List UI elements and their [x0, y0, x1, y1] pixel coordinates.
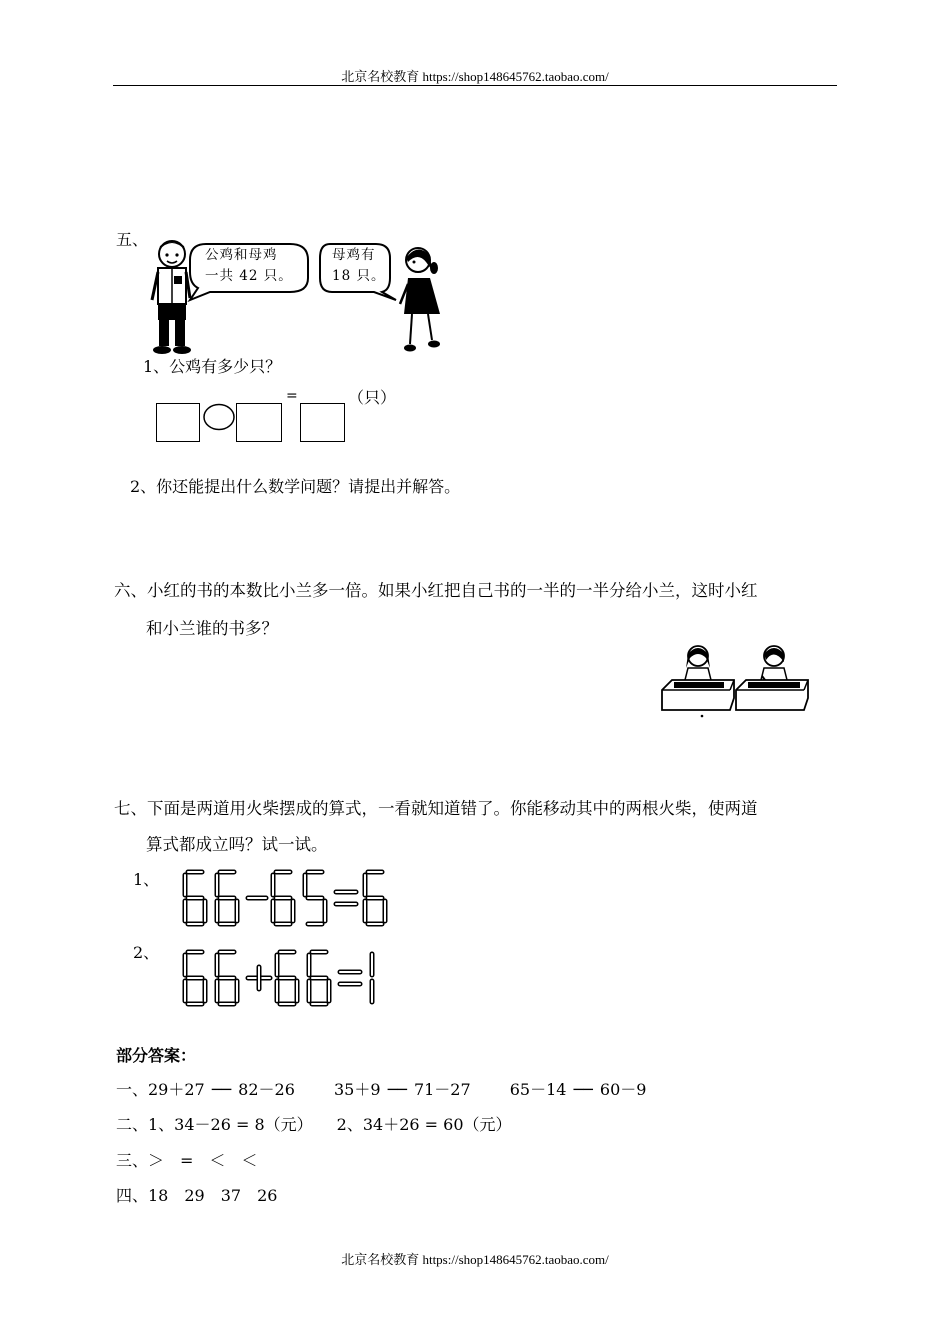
girl-bubble-text: [332, 245, 385, 287]
matchstick-item-2-label: 2、: [133, 943, 160, 962]
question-5-1: 1、公鸡有多少只？: [143, 357, 282, 376]
equals-sign: =: [286, 388, 298, 404]
girl-illustration: [398, 244, 446, 356]
matchstick-equation-2: [180, 948, 410, 1018]
matchstick-item-1-label: 1、: [133, 870, 160, 889]
answers-row-4: 四、18 29 37 26: [116, 1186, 278, 1205]
section-7-line-2: 算式都成立吗？试一试。: [146, 835, 328, 854]
section-5-label: 五、: [116, 230, 149, 249]
answers-row-1: 一、29＋27 ── 82－26 35＋9 ── 71－27 65－14 ── 60－9: [116, 1080, 647, 1099]
boy-bubble-text: [205, 245, 293, 287]
page-footer: 北京名校教育 https://shop148645762.taobao.com/: [341, 1252, 609, 1267]
answers-row-3: 三、＞ = ＜ ＜: [116, 1151, 258, 1170]
section-7-line-1: 七、下面是两道用火柴摆成的算式，一看就知道错了。你能移动其中的两根火柴，使两道: [114, 799, 758, 818]
answer-box-1[interactable]: [156, 403, 200, 442]
answer-box-result[interactable]: [300, 403, 345, 442]
answer-box-2[interactable]: [236, 403, 282, 442]
operator-circle[interactable]: [203, 403, 235, 431]
page-header: 北京名校教育 https://shop148645762.taobao.com/: [341, 69, 609, 84]
two-girls-at-desks-illustration: [660, 640, 810, 720]
boy-bubble-line-2: 一共 42 只。: [205, 268, 293, 284]
section-6-line-1: 六、小红的书的本数比小兰多一倍。如果小红把自己书的一半的一半分给小兰，这时小红: [114, 581, 758, 600]
answers-row-2: 二、1、34－26 = 8（元） 2、34＋26 = 60（元）: [116, 1115, 512, 1134]
answers-title: 部分答案：: [116, 1046, 197, 1065]
girl-bubble-line-2: 18 只。: [332, 268, 386, 284]
matchstick-equation-1: [180, 868, 410, 938]
section-6-line-2: 和小兰谁的书多？: [146, 619, 278, 638]
girl-bubble-line-1: 母鸡有: [332, 247, 376, 263]
unit-label: （只）: [348, 388, 397, 407]
question-5-2: 2、你还能提出什么数学问题？请提出并解答。: [130, 477, 461, 496]
boy-bubble-line-1: 公鸡和母鸡: [205, 247, 278, 263]
header-rule: [113, 85, 837, 86]
